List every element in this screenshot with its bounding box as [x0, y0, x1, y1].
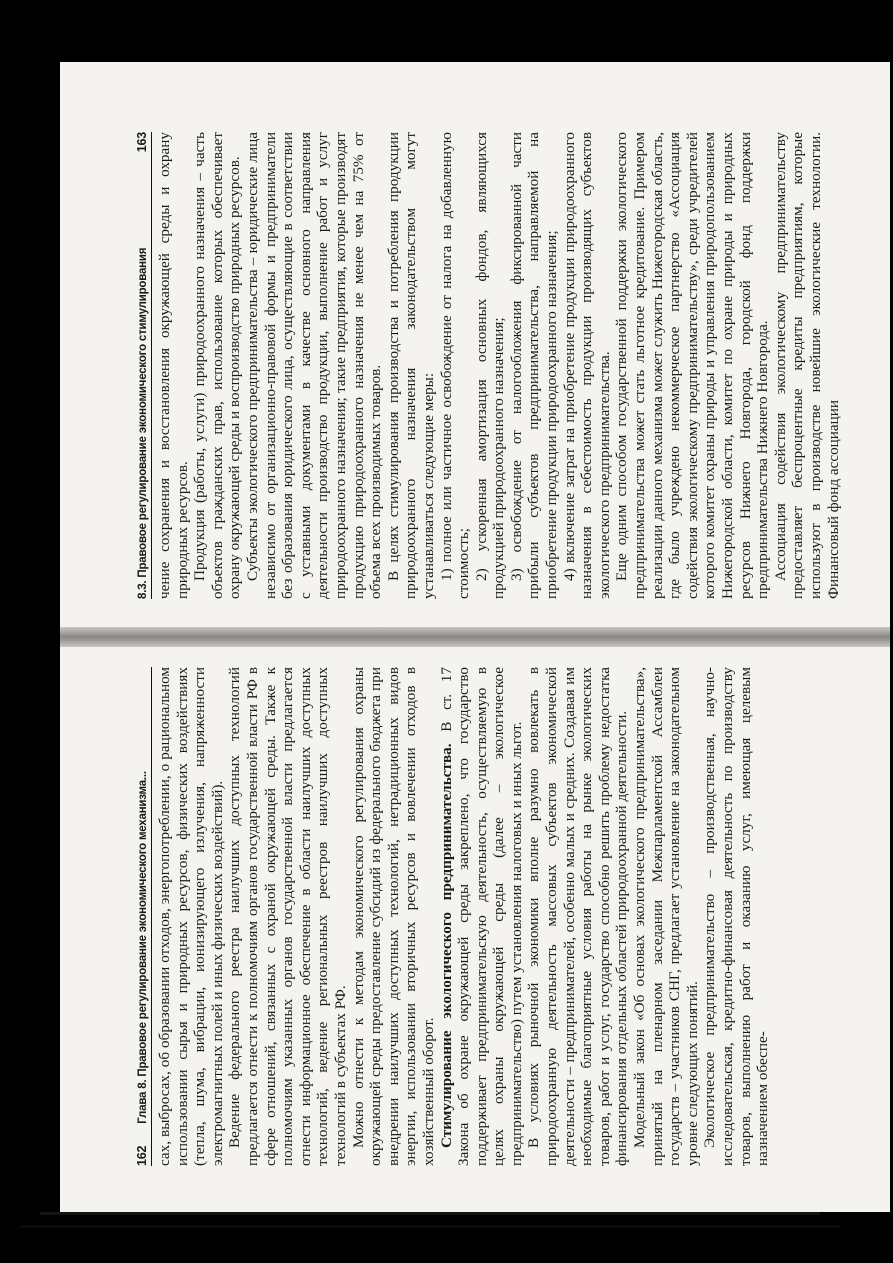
list-item: 4) включение затрат на приобретение продукции природоохранного назначения в себестоимость продукции производящих субъектов экологического предпринимательства. — [560, 132, 613, 599]
right-page-number: 163 — [135, 132, 149, 153]
paragraph: чение сохранения и восстановления окружающей среды и охрану природных ресурсов. — [156, 132, 191, 599]
scan-artifact — [20, 1225, 840, 1228]
scan-border — [0, 0, 60, 1263]
paragraph: Можно отнести к методам экономического регулирования охраны окружающей среды предоставление субсидий из федерального бюджета при внедрении наилучших доступных технологий, нетрадиционных видов энергии, использовании вторичных ресурсов и вовлечении отходов в хозяйственный оборот. — [349, 667, 437, 1166]
paragraph: Еще одним способом государственной поддержки экологического предпринимательства может стать льготное кредитование. Примером реализации данного механизма может служить Нижегородская область, где было учреждено некоммерческое партнерство «Ассоциация содействия экологическому предпринимательству», среди учредителей которого комитет охраны природы и управления природопользованием Нижегородской области, комитет по охране природы и природных ресурсов Нижнего Новгорода, городской фонд поддержки предпринимательства Нижнего Новгорода. — [613, 132, 772, 599]
left-header-title: Глава 8. Правовое регулирование экономического механизма... — [137, 771, 149, 1124]
list-item: 1) полное или частичное освобождение от налога на добавленную стоимость; — [437, 132, 473, 599]
paragraph: Модельный закон «Об основах экологического предпринимательства», принятый на пленарном заседании Межпарламентской Ассамблеи государств – участников СНГ, предлагает установление на законодательном уровне следующих понятий. — [631, 667, 701, 1166]
bold-lead: Стимулирование экологического предпринимательства. — [437, 743, 455, 1148]
paragraph: В условиях рыночной экономики вполне разумно вовлекать в природоохранную деятельность массовых субъектов экономической деятельности – предпринимателей, особенно малых и средних. Создавая им необходимые благоприятные условия работы на рынке экологических товаров, работ и услуг, государство способно решить проблему недостатка финансирования отдельных областей природоохранной деятельности. — [525, 667, 631, 1166]
right-running-header — [135, 132, 152, 599]
rotated-pages — [60, 62, 890, 1212]
list-item: 2) ускоренная амортизация основных фондов, являющихся продукцией природоохранного назначения; — [472, 132, 508, 599]
left-page — [60, 637, 890, 1212]
paragraph-text: В ст. 17 Закона об охране окружающей среды закреплено, что государство поддерживает предпринимательскую деятельность, осуществляемую в целях охраны окружающей среды (далее – экологическое предпринимательство) путем установления налоговых и иных льгот. — [437, 667, 525, 1166]
left-running-header — [135, 667, 152, 1166]
right-header-title: 8.3. Правовое регулирование экономического стимулирования — [137, 247, 149, 599]
left-page-number: 162 — [135, 1145, 149, 1166]
paragraph: сах, выбросах, об образовании отходов, энергопотреблении, о рациональном использовании сырья и природных ресурсов, физических воздействиях (тепла, шума, вибрации, ионизирующего излучения, напряженности электромагнитных полей и иных физических воздействий). — [156, 667, 226, 1166]
list-item: 3) освобождение от налогообложения фиксированной части прибыли субъектов предпринимательства, направляемой на приобретение продукции природоохранного назначения; — [507, 132, 561, 599]
paragraph: Экологическое предпринимательство – производственная, научно-исследовательская, кредитно-финансовая деятельность по производству товаров, выполнению работ и оказанию услуг, имеющая целевым назначением обеспе- — [701, 667, 772, 1166]
right-page — [60, 62, 890, 637]
paragraph — [438, 667, 526, 1166]
paragraph: Продукция (работы, услуги) природоохранного назначения – часть объектов гражданских прав, использование которых обеспечивает охрану окружающей среды и воспроизводство природных ресурсов. — [191, 132, 244, 599]
book-spread — [60, 62, 890, 1212]
scan-artifact — [40, 1212, 820, 1215]
paragraph: Ведение федерального реестра наилучших доступных технологий предлагается отнести к полномочиям органов государственной власти РФ в сфере отношений, связанных с охраной окружающей среды. Также к полномочиям указанных органов государственной власти предлагается отнести информационное обеспечение в области наилучших доступных технологий, ведение региональных реестров наилучших доступных технологий в субъектах РФ. — [226, 667, 349, 1166]
paragraph: В целях стимулирования производства и потребления продукции природоохранного назначения законодательством могут устанавливаться следующие меры: — [384, 132, 437, 599]
paragraph: Субъекты экологического предпринимательства – юридические лица независимо от организационно-правовой формы и предприниматели без образования юридического лица, осуществляющие в соответствии с уставными документами в качестве основного направления деятельности производство продукции, выполнение работ и услуг природоохранного назначения; такие предприятия, которые производят продукцию природоохранного назначения не менее чем на 75% от объема всех производимых товаров. — [243, 132, 385, 599]
paragraph: Ассоциация содействия экологическому предпринимательству предоставляет беспроцентные кредиты предприятиям, которые используют в производстве новейшие экологические технологии. Финансовый фонд ассоциации — [771, 132, 842, 599]
